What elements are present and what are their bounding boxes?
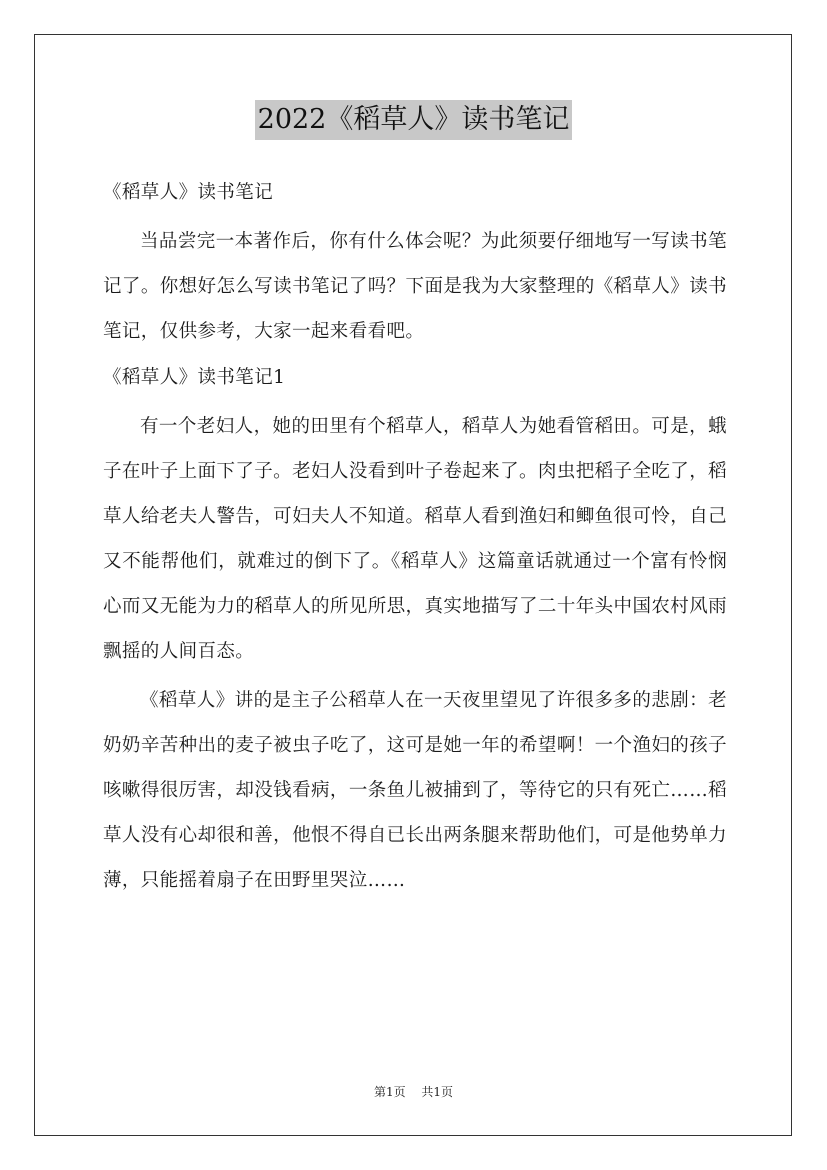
paragraph-summary: 有一个老妇人，她的田里有个稻草人，稻草人为她看管稻田。可是，蛾子在叶子上面下了子。老妇人没看到叶子卷起来了。肉虫把稻子全吃了，稻草人给老夫人警告，可妇夫人不知道。稻草人看到渔妇和鲫鱼很可怜，自己又不能帮他们，就难过的倒下了。《稻草人》这篇童话就通过一个富有怜悯心而又无能为力的稻草人的所见所思，真实地描写了二十年头中国农村风雨飘摇的人间百态。 xyxy=(103,416,727,662)
paragraph-story: 《稻草人》讲的是主子公稻草人在一天夜里望见了许很多多的悲剧：老奶奶辛苦种出的麦子被虫子吃了，这可是她一年的希望啊！一个渔妇的孩子咳嗽得很厉害，却没钱看病，一条鱼儿被捕到了，等待它的只有死亡……稻草人没有心却很和善，他恨不得自已长出两条腿来帮助他们，可是他势单力薄，只能摇着扇子在田野里哭泣…… xyxy=(103,690,727,891)
section-heading-note-1: 《稻草人》读书笔记1 xyxy=(103,367,286,388)
document-body xyxy=(103,171,727,903)
document-title-container xyxy=(0,100,827,140)
section-heading-intro: 《稻草人》读书笔记 xyxy=(103,182,274,203)
document-title: 2022《稻草人》读书笔记 xyxy=(255,100,573,140)
paragraph-intro: 当品尝完一本著作后，你有什么体会呢？为此须要仔细地写一写读书笔记了。你想好怎么写读书笔记了吗？下面是我为大家整理的《稻草人》读书笔记，仅供参考，大家一起来看看吧。 xyxy=(103,231,727,342)
page-number: 第1页 xyxy=(373,1085,406,1099)
page-footer xyxy=(0,1083,827,1100)
page-total: 共1页 xyxy=(421,1085,454,1099)
